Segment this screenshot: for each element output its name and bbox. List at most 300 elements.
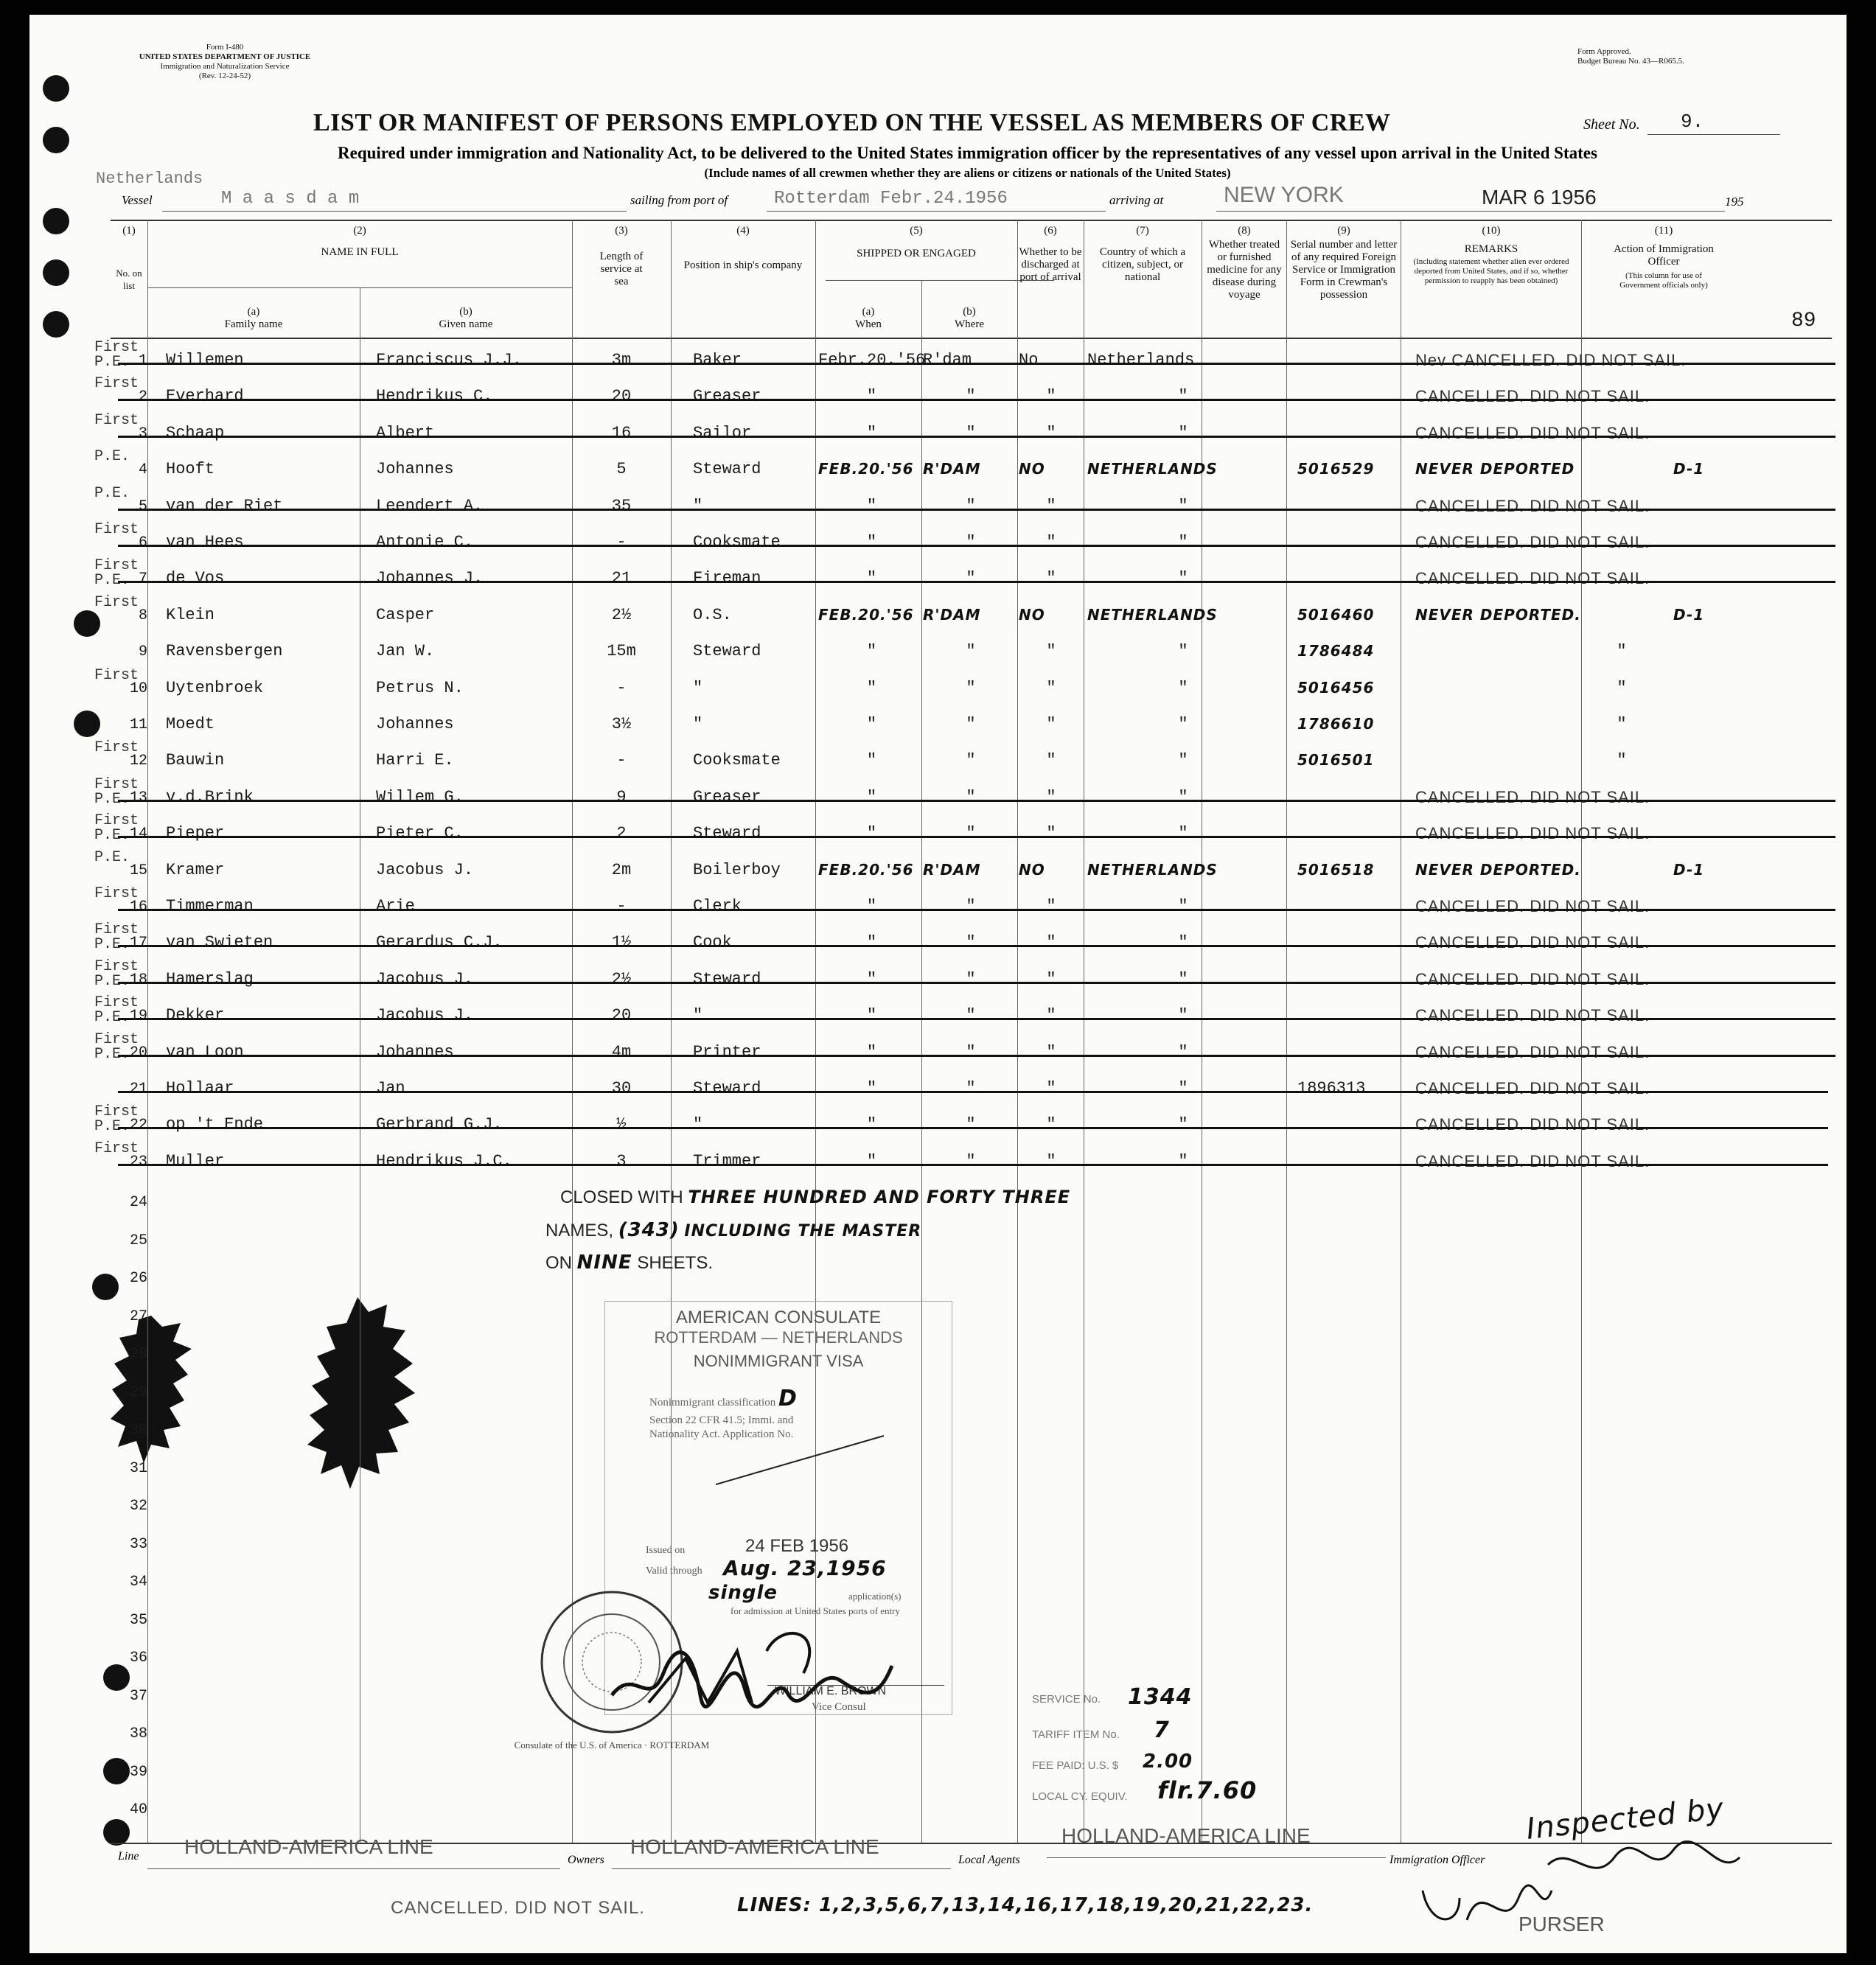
row-given: Arie bbox=[376, 897, 415, 915]
row-discharged: " bbox=[1046, 715, 1056, 733]
row-given: Jan bbox=[376, 1079, 405, 1097]
row-length: 20 bbox=[611, 387, 632, 405]
row-when: " bbox=[866, 715, 877, 733]
col-11-number: (11) bbox=[1654, 225, 1673, 237]
row-given: Willem G. bbox=[376, 788, 464, 806]
row-serial: 5016456 bbox=[1297, 679, 1375, 697]
crew-row bbox=[29, 594, 1847, 635]
visa-issued-date: 24 FEB 1956 bbox=[745, 1536, 849, 1556]
row-country: " bbox=[1178, 933, 1188, 952]
row-country: NETHERLANDS bbox=[1087, 460, 1218, 478]
row-serial: 5016529 bbox=[1297, 460, 1375, 478]
row-family: Timmerman bbox=[166, 897, 254, 915]
row-where: " bbox=[966, 569, 976, 587]
row-position: Steward bbox=[693, 970, 761, 988]
col-6-number: (6) bbox=[1044, 225, 1057, 237]
col-7-header bbox=[1085, 225, 1200, 284]
col-10-note: (Including statement whether alien ever ordered deported from United States, and if so, whether permission to reapply has been obtained) bbox=[1413, 257, 1569, 285]
row-length: 3½ bbox=[611, 715, 632, 733]
row-prefix: First bbox=[94, 1140, 139, 1157]
closing-sheet-count: NINE bbox=[576, 1252, 632, 1274]
form-header-right bbox=[1577, 47, 1754, 66]
row-serial: 1786610 bbox=[1297, 715, 1375, 733]
form-header-left bbox=[103, 43, 346, 81]
row-family: Dekker bbox=[166, 1006, 225, 1025]
crew-row bbox=[29, 412, 1847, 453]
row-when: " bbox=[866, 1006, 877, 1025]
row-discharged: " bbox=[1046, 824, 1056, 842]
col-5b-header: (b) Where bbox=[955, 306, 984, 330]
row-when: " bbox=[866, 1079, 877, 1097]
row-remarks: " bbox=[1617, 679, 1627, 697]
row-given: Gerbrand G.J. bbox=[376, 1115, 503, 1134]
row-prefix: First P.E. bbox=[94, 958, 139, 990]
row-when: " bbox=[866, 788, 877, 806]
col-5-header bbox=[815, 225, 1017, 260]
row-discharged: " bbox=[1046, 933, 1056, 952]
visa-valid-label: Valid through bbox=[646, 1566, 702, 1577]
row-prefix: First P.E. bbox=[94, 339, 139, 371]
row-number: 14 bbox=[129, 826, 147, 842]
row-family: Kramer bbox=[166, 861, 225, 879]
visa-stamp-type: NONIMMIGRANT VISA bbox=[693, 1352, 864, 1370]
row-position: Trimmer bbox=[693, 1152, 761, 1170]
row-number: 8 bbox=[138, 607, 147, 624]
row-country: " bbox=[1178, 424, 1188, 442]
empty-row-number: 31 bbox=[129, 1460, 147, 1477]
fee-paid-label: FEE PAID: U.S. $ bbox=[1032, 1759, 1119, 1772]
row-where: " bbox=[966, 497, 976, 515]
sailing-port: Rotterdam Febr.24.1956 bbox=[774, 189, 1008, 209]
col-8-number: (8) bbox=[1238, 225, 1251, 237]
col-4-title: Position in ship's company bbox=[683, 259, 803, 271]
row-length: 35 bbox=[611, 497, 632, 515]
footer-owners: HOLLAND-AMERICA LINE bbox=[630, 1835, 879, 1858]
row-position: Clerk bbox=[693, 897, 742, 915]
row-number: 11 bbox=[129, 716, 147, 733]
row-given: Petrus N. bbox=[376, 679, 464, 697]
row-strikethrough bbox=[118, 581, 1835, 583]
row-discharged: " bbox=[1046, 642, 1056, 660]
fee-tariff-number: 7 bbox=[1154, 1717, 1170, 1743]
empty-row-number: 32 bbox=[129, 1498, 147, 1515]
vessel-flag: Netherlands bbox=[96, 170, 203, 188]
row-when: FEB.20.'56 bbox=[818, 460, 914, 478]
row-position: Cooksmate bbox=[693, 751, 781, 769]
col-3-title: Length of service at sea bbox=[599, 251, 644, 287]
row-remarks: CANCELLED. DID NOT SAIL. bbox=[1415, 497, 1650, 515]
closing-sheets-label: SHEETS. bbox=[637, 1253, 714, 1273]
crew-row bbox=[29, 448, 1847, 489]
row-prefix: First bbox=[94, 412, 139, 429]
punch-hole bbox=[43, 259, 69, 286]
col-6-header bbox=[1019, 225, 1082, 284]
agency-service: Immigration and Naturalization Service bbox=[160, 62, 290, 71]
row-number: 4 bbox=[138, 461, 147, 478]
row-discharged: " bbox=[1046, 1115, 1056, 1134]
col-5a-header: (a) When bbox=[855, 306, 882, 330]
empty-row-number: 26 bbox=[129, 1270, 147, 1287]
row-prefix: First P.E. bbox=[94, 776, 139, 808]
empty-row-number: 33 bbox=[129, 1536, 147, 1553]
col-2b-header: (b) Given name bbox=[439, 306, 493, 330]
row-number: 22 bbox=[129, 1117, 147, 1134]
row-where: " bbox=[966, 824, 976, 842]
row-position: " bbox=[693, 497, 703, 515]
col-9-number: (9) bbox=[1337, 225, 1350, 237]
fee-tariff-label: TARIFF ITEM No. bbox=[1032, 1728, 1120, 1741]
row-where: " bbox=[966, 751, 976, 769]
row-remarks: CANCELLED. DID NOT SAIL. bbox=[1415, 1006, 1650, 1025]
row-country: " bbox=[1178, 642, 1188, 660]
consul-signature bbox=[604, 1622, 899, 1725]
row-remarks: CANCELLED. DID NOT SAIL. bbox=[1415, 533, 1650, 551]
row-position: " bbox=[693, 715, 703, 733]
row-when: " bbox=[866, 569, 877, 587]
crew-row bbox=[29, 667, 1847, 708]
row-length: 1½ bbox=[611, 933, 632, 952]
col-8-header bbox=[1203, 225, 1286, 301]
visa-classification-value: D bbox=[778, 1386, 798, 1411]
row-family: de Vos bbox=[166, 569, 225, 587]
crew-row bbox=[29, 1103, 1847, 1145]
col-5-number: (5) bbox=[910, 225, 923, 237]
row-number: 23 bbox=[129, 1153, 147, 1170]
visa-section: Section 22 CFR 41.5; Immi. and bbox=[649, 1414, 794, 1426]
row-family: van Loon bbox=[166, 1043, 244, 1061]
row-where: " bbox=[966, 1006, 976, 1025]
row-country: NETHERLANDS bbox=[1087, 606, 1218, 624]
row-discharged: " bbox=[1046, 1043, 1056, 1061]
row-discharged: " bbox=[1046, 751, 1056, 769]
footer-cancelled: CANCELLED. DID NOT SAIL. bbox=[391, 1898, 645, 1918]
row-where: " bbox=[966, 897, 976, 915]
footer-cancelled-lines: LINES: 1,2,3,5,6,7,13,14,16,17,18,19,20,21,22,23. bbox=[737, 1894, 1314, 1916]
row-position: Greaser bbox=[693, 788, 761, 806]
row-serial: 1786484 bbox=[1297, 642, 1375, 660]
crew-row bbox=[29, 375, 1847, 416]
empty-row-number: 30 bbox=[129, 1422, 147, 1439]
row-strikethrough bbox=[118, 982, 1835, 984]
crew-row bbox=[29, 994, 1847, 1036]
row-country: " bbox=[1178, 1115, 1188, 1134]
row-family: Bauwin bbox=[166, 751, 225, 769]
row-position: " bbox=[693, 1006, 703, 1025]
row-position: O.S. bbox=[693, 606, 732, 624]
row-country: " bbox=[1178, 1152, 1188, 1170]
row-number: 16 bbox=[129, 898, 147, 915]
agency: UNITED STATES DEPARTMENT OF JUSTICE bbox=[139, 52, 311, 61]
row-position: Steward bbox=[693, 1079, 761, 1097]
row-serial: 5016460 bbox=[1297, 606, 1375, 624]
row-strikethrough bbox=[118, 363, 1835, 365]
col-3-header bbox=[575, 225, 668, 288]
row-position: Steward bbox=[693, 460, 761, 478]
row-discharged: " bbox=[1046, 897, 1056, 915]
row-family: op 't Ende bbox=[166, 1115, 264, 1134]
row-discharged: " bbox=[1046, 788, 1056, 806]
row-length: 3 bbox=[616, 1152, 627, 1170]
row-number: 7 bbox=[138, 570, 147, 587]
row-remarks: CANCELLED. DID NOT SAIL. bbox=[1415, 933, 1650, 952]
empty-row-number: 29 bbox=[129, 1384, 147, 1401]
row-country: " bbox=[1178, 533, 1188, 551]
fee-local-amount: flr.7.60 bbox=[1157, 1776, 1258, 1804]
col-2-title: NAME IN FULL bbox=[321, 246, 399, 258]
row-country: " bbox=[1178, 788, 1188, 806]
punch-hole bbox=[92, 1274, 119, 1300]
row-when: Febr.20.'56 bbox=[818, 351, 926, 369]
row-remarks: CANCELLED. DID NOT SAIL. bbox=[1415, 1043, 1650, 1061]
row-prefix: First P.E. bbox=[94, 1103, 139, 1135]
col-10-number: (10) bbox=[1482, 225, 1501, 237]
row-number: 2 bbox=[138, 388, 147, 405]
punch-hole bbox=[43, 208, 69, 234]
row-number: 13 bbox=[129, 789, 147, 806]
visa-valid-date: Aug. 23,1956 bbox=[723, 1556, 887, 1580]
crew-row bbox=[29, 636, 1847, 671]
row-when: " bbox=[866, 933, 877, 952]
col-2-number: (2) bbox=[353, 225, 366, 237]
row-where: " bbox=[966, 715, 976, 733]
row-given: Johannes J. bbox=[376, 569, 484, 587]
row-strikethrough bbox=[118, 436, 1835, 438]
empty-row-number: 36 bbox=[129, 1650, 147, 1666]
row-prefix: First bbox=[94, 594, 139, 611]
row-number: 15 bbox=[129, 862, 147, 879]
row-when: " bbox=[866, 679, 877, 697]
row-when: " bbox=[866, 533, 877, 551]
row-country: " bbox=[1178, 1043, 1188, 1061]
form-title: LIST OR MANIFEST OF PERSONS EMPLOYED ON THE VESSEL AS MEMBERS OF CREW bbox=[313, 109, 1391, 136]
row-given: Hendrikus J.C. bbox=[376, 1152, 512, 1170]
row-given: Harri E. bbox=[376, 751, 454, 769]
footer-agents: HOLLAND-AMERICA LINE bbox=[1061, 1824, 1311, 1847]
row-length: - bbox=[616, 897, 627, 915]
row-given: Albert bbox=[376, 424, 435, 442]
row-family: Moedt bbox=[166, 715, 215, 733]
row-country: " bbox=[1178, 751, 1188, 769]
row-number: 19 bbox=[129, 1008, 147, 1025]
col-7-title: Country of which a citizen, subject, or national bbox=[1099, 246, 1186, 283]
row-length: 30 bbox=[611, 1079, 632, 1097]
row-where: " bbox=[966, 533, 976, 551]
row-strikethrough bbox=[118, 800, 1835, 802]
row-when: " bbox=[866, 824, 877, 842]
col-1-header bbox=[111, 225, 147, 292]
row-position: Steward bbox=[693, 642, 761, 660]
row-prefix: P.E. bbox=[94, 448, 130, 465]
visa-applications: single bbox=[708, 1582, 778, 1604]
row-remarks: CANCELLED. DID NOT SAIL. bbox=[1415, 1152, 1650, 1170]
row-action: D-1 bbox=[1673, 861, 1705, 879]
row-discharged: NO bbox=[1019, 460, 1045, 478]
row-country: NETHERLANDS bbox=[1087, 861, 1218, 879]
footer-officer-label: Immigration Officer bbox=[1389, 1854, 1485, 1866]
crew-row bbox=[29, 485, 1847, 526]
row-remarks: CANCELLED. DID NOT SAIL. bbox=[1415, 1079, 1650, 1097]
row-discharged: " bbox=[1046, 569, 1056, 587]
row-remarks: CANCELLED. DID NOT SAIL. bbox=[1415, 788, 1650, 806]
crew-row bbox=[29, 958, 1847, 999]
row-country: " bbox=[1178, 679, 1188, 697]
row-family: Klein bbox=[166, 606, 215, 624]
row-where: " bbox=[966, 1043, 976, 1061]
row-country: " bbox=[1178, 824, 1188, 842]
row-number: 21 bbox=[129, 1081, 147, 1097]
row-number: 1 bbox=[138, 352, 147, 369]
row-where: " bbox=[966, 970, 976, 988]
row-country: Netherlands bbox=[1087, 351, 1195, 369]
row-discharged: No bbox=[1019, 351, 1039, 369]
year-suffix: 195 bbox=[1725, 195, 1744, 209]
crew-row bbox=[29, 1140, 1847, 1182]
row-strikethrough bbox=[118, 1164, 1828, 1166]
row-prefix: First bbox=[94, 739, 139, 756]
row-position: Steward bbox=[693, 824, 761, 842]
crew-row bbox=[29, 521, 1847, 562]
row-where: " bbox=[966, 387, 976, 405]
empty-row-number: 24 bbox=[129, 1194, 147, 1211]
row-number: 3 bbox=[138, 425, 147, 442]
consul-title: Vice Consul bbox=[812, 1701, 866, 1713]
col-8-title: Whether treated or furnished medicine for any disease during voyage bbox=[1207, 239, 1282, 301]
closing-total-words: THREE HUNDRED AND FORTY THREE bbox=[688, 1187, 1071, 1207]
row-when: " bbox=[866, 897, 877, 915]
row-given: Jan W. bbox=[376, 642, 435, 660]
row-length: 15m bbox=[607, 642, 636, 660]
row-length: - bbox=[616, 679, 627, 697]
closing-total-number: (343) bbox=[618, 1219, 680, 1241]
col-4-number: (4) bbox=[736, 225, 750, 237]
vessel-label: Vessel bbox=[122, 193, 153, 207]
row-given: Jacobus J. bbox=[376, 1006, 474, 1025]
row-country: " bbox=[1178, 970, 1188, 988]
form-number: Form I-480 bbox=[206, 43, 244, 52]
crew-row bbox=[29, 1031, 1847, 1072]
row-remarks: Nev CANCELLED. DID NOT SAIL. bbox=[1415, 351, 1687, 369]
row-given: Jacobus J. bbox=[376, 970, 474, 988]
page-mark: 89 bbox=[1791, 310, 1816, 332]
row-given: Casper bbox=[376, 606, 435, 624]
fee-paid-amount: 2.00 bbox=[1143, 1751, 1193, 1773]
row-when: " bbox=[866, 970, 877, 988]
row-given: Johannes bbox=[376, 715, 454, 733]
crew-row bbox=[29, 557, 1847, 598]
row-length: 16 bbox=[611, 424, 632, 442]
row-country: " bbox=[1178, 497, 1188, 515]
row-action: D-1 bbox=[1673, 606, 1705, 624]
row-discharged: " bbox=[1046, 1006, 1056, 1025]
budget-bureau: Budget Bureau No. 43—R065.5. bbox=[1577, 57, 1684, 66]
row-where: " bbox=[966, 1152, 976, 1170]
row-strikethrough bbox=[118, 909, 1835, 911]
row-remarks: CANCELLED. DID NOT SAIL. bbox=[1415, 897, 1650, 915]
sailing-label: sailing from port of bbox=[630, 193, 728, 207]
row-prefix: First bbox=[94, 885, 139, 902]
sheet-number: 9. bbox=[1681, 111, 1704, 133]
row-discharged: " bbox=[1046, 1152, 1056, 1170]
row-position: Greaser bbox=[693, 387, 761, 405]
col-2-header bbox=[147, 225, 572, 259]
row-number: 6 bbox=[138, 534, 147, 551]
form-revision: (Rev. 12-24-52) bbox=[198, 71, 251, 80]
col-5-title: SHIPPED OR ENGAGED bbox=[857, 248, 976, 259]
arriving-port: NEW YORK bbox=[1224, 183, 1344, 207]
row-family: Hollaar bbox=[166, 1079, 234, 1097]
empty-row-number: 34 bbox=[129, 1574, 147, 1591]
row-prefix: First P.E. bbox=[94, 1031, 139, 1063]
col-1-title: No. on list bbox=[116, 268, 142, 291]
row-family: van Swieten bbox=[166, 933, 273, 952]
col-11-header bbox=[1583, 225, 1745, 293]
row-length: 21 bbox=[611, 569, 632, 587]
punch-hole bbox=[43, 75, 69, 102]
crew-row bbox=[29, 812, 1847, 854]
visa-issued-label: Issued on bbox=[646, 1545, 686, 1556]
row-given: Pieter C. bbox=[376, 824, 464, 842]
consul-name: WILLIAM E. BROWN bbox=[775, 1685, 887, 1697]
row-prefix: P.E. bbox=[94, 849, 130, 866]
visa-stamp-city: ROTTERDAM — NETHERLANDS bbox=[654, 1328, 903, 1347]
arrival-date: MAR 6 1956 bbox=[1482, 186, 1597, 209]
row-number: 10 bbox=[129, 680, 147, 697]
row-when: " bbox=[866, 751, 877, 769]
closing-label-3: ON bbox=[545, 1253, 572, 1273]
arriving-label: arriving at bbox=[1109, 193, 1164, 207]
row-remarks: CANCELLED. DID NOT SAIL. bbox=[1415, 387, 1650, 405]
row-serial: 5016518 bbox=[1297, 861, 1375, 879]
crew-row bbox=[29, 849, 1847, 890]
row-position: Cooksmate bbox=[693, 533, 781, 551]
row-length: 2 bbox=[616, 824, 627, 842]
row-country: " bbox=[1178, 1006, 1188, 1025]
row-discharged: NO bbox=[1019, 606, 1045, 624]
row-prefix: First P.E. bbox=[94, 994, 139, 1026]
empty-row-number: 39 bbox=[129, 1764, 147, 1781]
col-4-header bbox=[674, 225, 812, 272]
manifest-sheet bbox=[29, 15, 1847, 1953]
row-where: " bbox=[966, 788, 976, 806]
row-where: " bbox=[966, 642, 976, 660]
row-length: 4m bbox=[611, 1043, 632, 1061]
row-position: Printer bbox=[693, 1043, 761, 1061]
row-remarks: " bbox=[1617, 715, 1627, 733]
row-given: Johannes bbox=[376, 460, 454, 478]
row-country: " bbox=[1178, 1079, 1188, 1097]
row-strikethrough bbox=[118, 509, 1835, 511]
row-length: 2m bbox=[611, 861, 632, 879]
row-family: v.d.Brink bbox=[166, 788, 254, 806]
row-family: Everhard bbox=[166, 387, 244, 405]
fee-local-label: LOCAL CY. EQUIV. bbox=[1032, 1790, 1128, 1803]
row-remarks: NEVER DEPORTED bbox=[1415, 460, 1575, 478]
visa-app-label: application(s) bbox=[848, 1591, 902, 1602]
fee-service-label: SERVICE No. bbox=[1032, 1693, 1101, 1706]
binding-tear-right bbox=[306, 1297, 416, 1489]
col-11-note: (This column for use of Government officials only) bbox=[1619, 271, 1708, 290]
row-family: Hamerslag bbox=[166, 970, 254, 988]
row-where: " bbox=[966, 679, 976, 697]
crew-row bbox=[29, 885, 1847, 926]
row-where: " bbox=[966, 933, 976, 952]
row-when: " bbox=[866, 497, 877, 515]
row-family: Willemen bbox=[166, 351, 244, 369]
row-length: - bbox=[616, 751, 627, 769]
row-where: R'DAM bbox=[923, 460, 981, 478]
row-given: Gerardus C.J. bbox=[376, 933, 503, 952]
closing-label-2: NAMES, bbox=[545, 1221, 614, 1240]
